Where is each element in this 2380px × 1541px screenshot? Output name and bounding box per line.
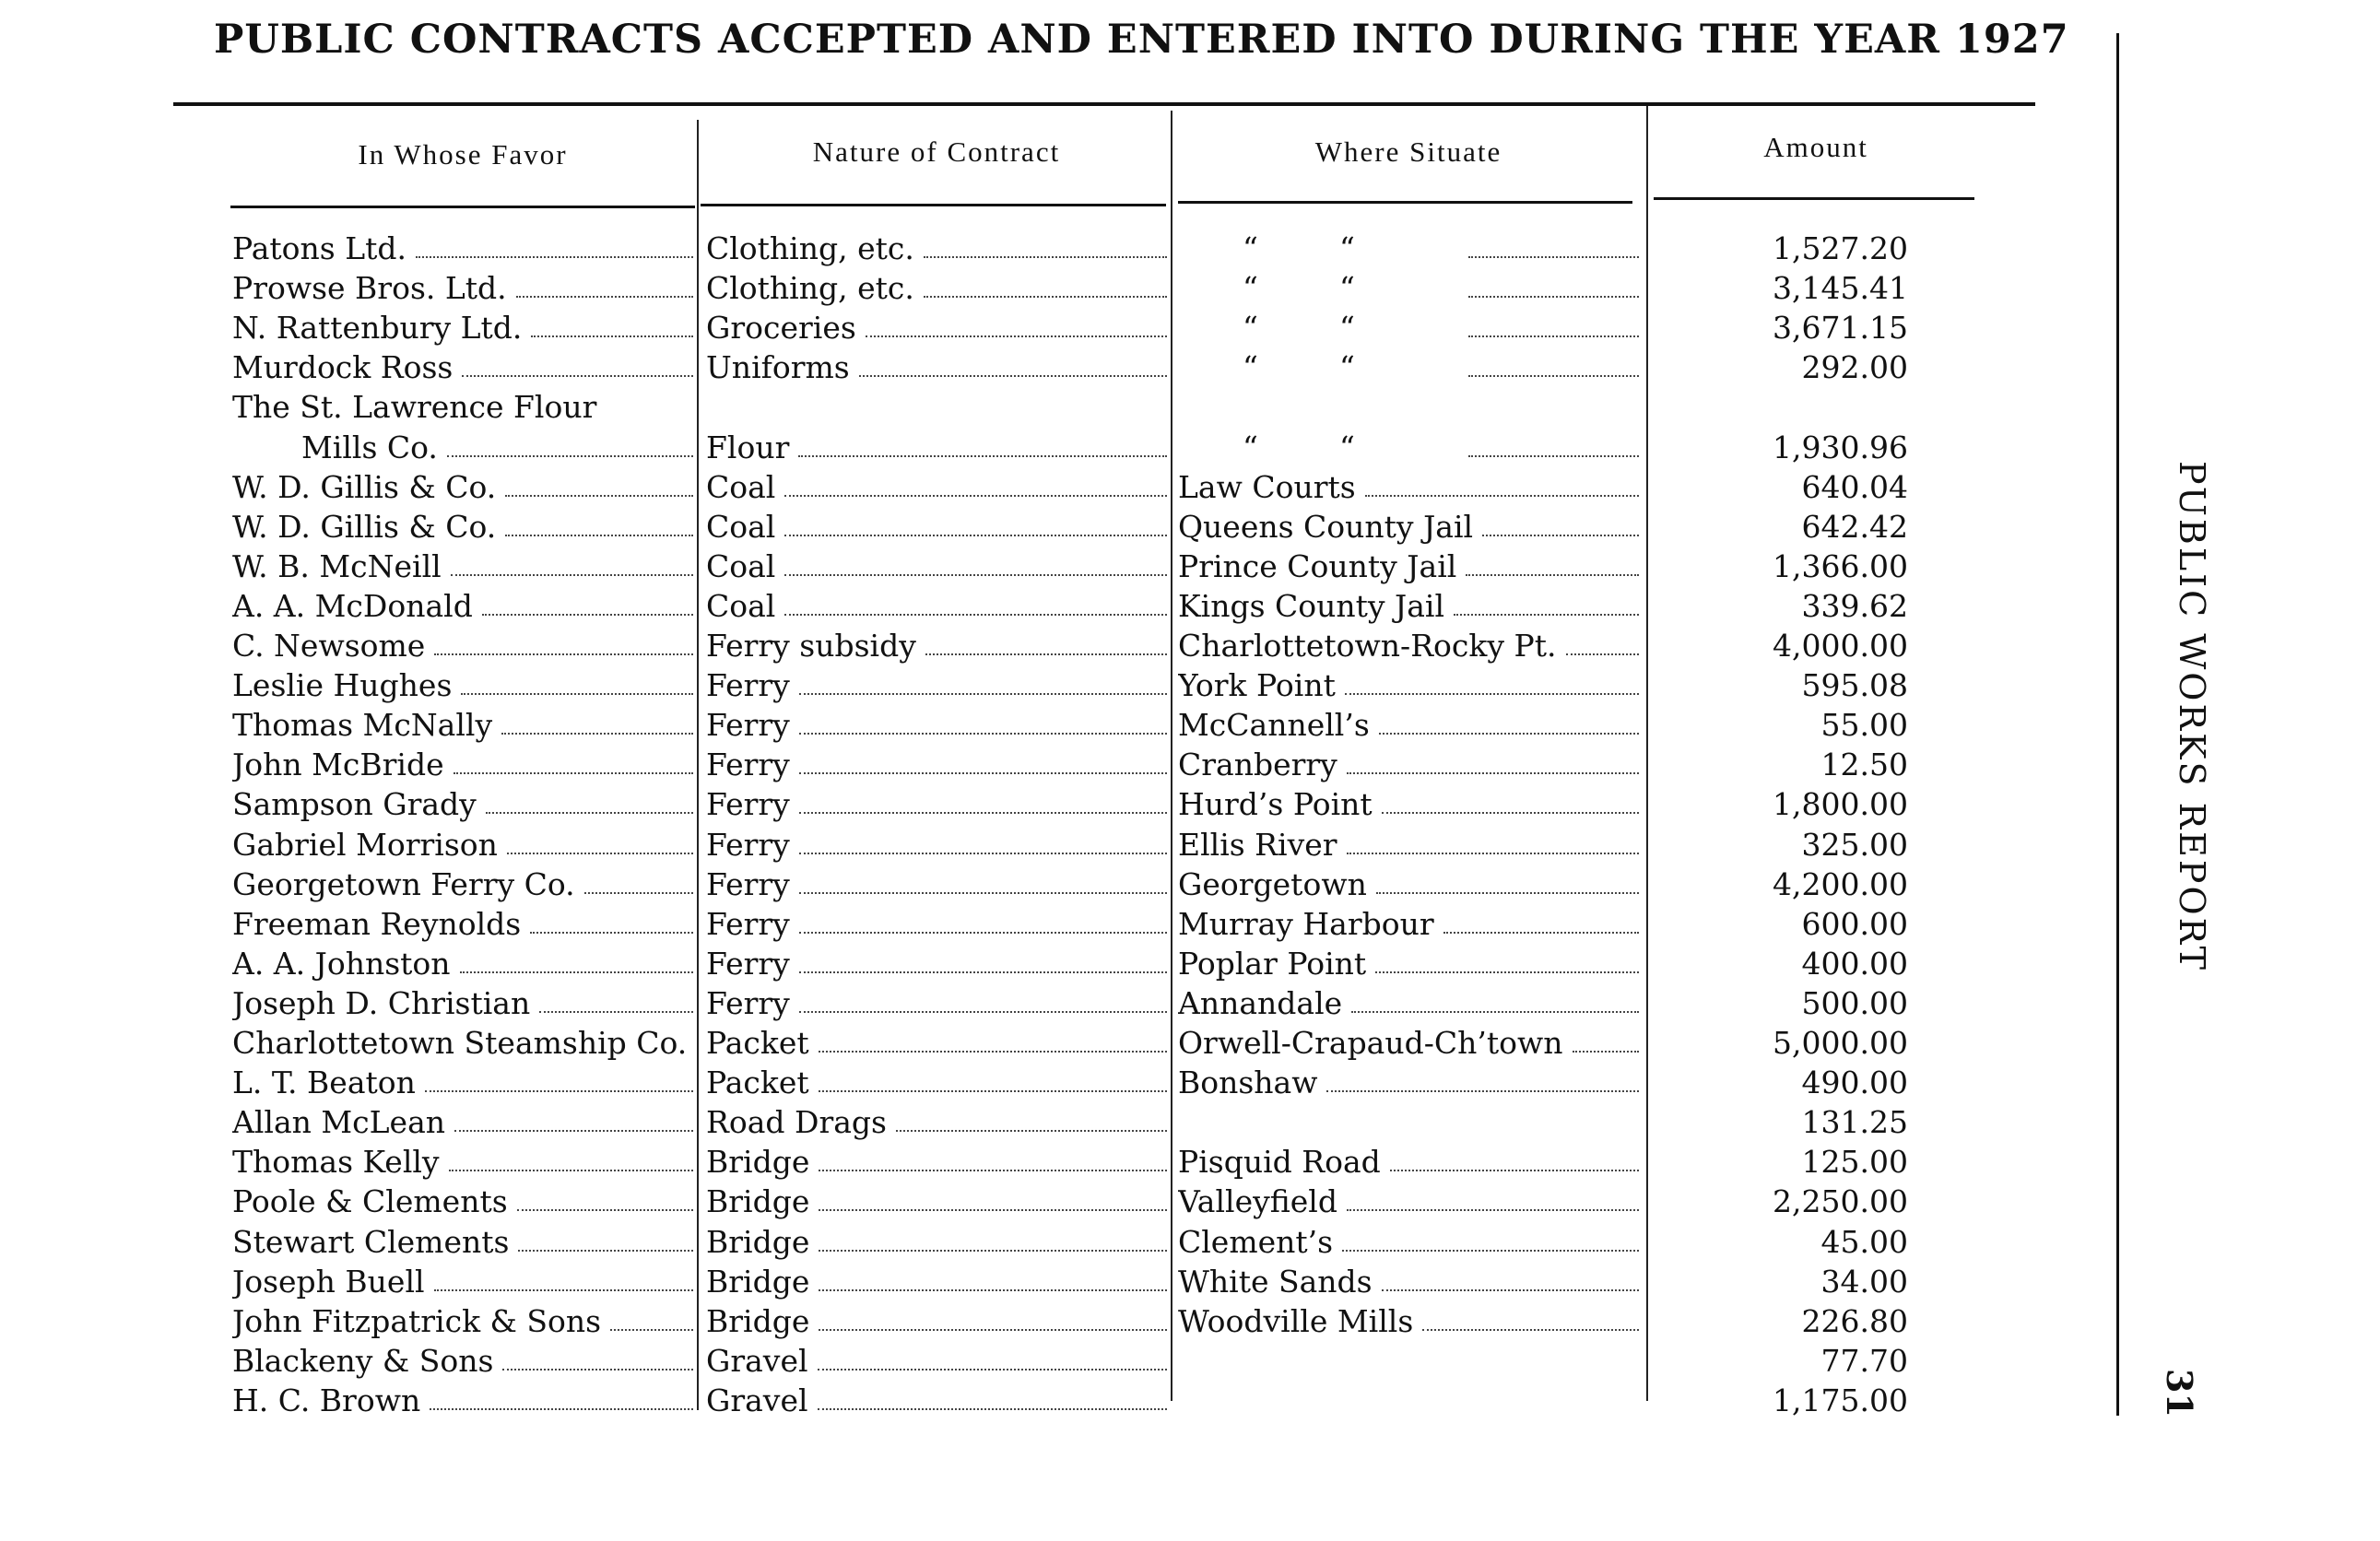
cell-nature: Ferry — [706, 665, 1167, 705]
cell-favor: N. Rattenbury Ltd. — [232, 308, 693, 347]
cell-favor: Stewart Clements — [232, 1222, 693, 1262]
cell-where: Bonshaw — [1178, 1063, 1639, 1102]
cell-where: Pisquid Road — [1178, 1142, 1639, 1182]
cell-where: Orwell-Crapaud-Ch’town — [1178, 1023, 1639, 1063]
cell-nature: Coal — [706, 467, 1167, 507]
cell-amount: 2,250.00 — [1773, 1183, 1908, 1220]
cell-amount: 12.50 — [1820, 747, 1908, 783]
cell-nature: Bridge — [706, 1142, 1167, 1182]
cell-amount: 339.62 — [1801, 587, 1908, 624]
cell-nature: Clothing, etc. — [706, 229, 1167, 268]
cell-nature: Clothing, etc. — [706, 268, 1167, 308]
table-row — [0, 1102, 2380, 1142]
table-row — [0, 308, 2380, 347]
table-row — [0, 983, 2380, 1023]
table-row — [0, 944, 2380, 983]
cell-favor: Prowse Bros. Ltd. — [232, 268, 693, 308]
cell-favor: A. A. McDonald — [232, 586, 693, 626]
cell-favor: Freeman Reynolds — [232, 904, 693, 944]
cell-amount: 34.00 — [1820, 1263, 1908, 1300]
table-row — [0, 1301, 2380, 1341]
cell-favor: Leslie Hughes — [232, 665, 693, 705]
table-row — [0, 1341, 2380, 1381]
cell-where: York Point — [1178, 665, 1639, 705]
cell-where: Annandale — [1178, 983, 1639, 1023]
cell-nature: Gravel — [706, 1341, 1167, 1381]
table-row — [0, 825, 2380, 865]
cell-amount: 1,527.20 — [1773, 230, 1908, 266]
cell-where: Woodville Mills — [1178, 1301, 1639, 1341]
cell-amount: 1,175.00 — [1773, 1382, 1908, 1418]
cell-favor: Thomas Kelly — [232, 1142, 693, 1182]
cell-favor: Patons Ltd. — [232, 229, 693, 268]
table-row — [0, 745, 2380, 784]
table-row — [0, 1222, 2380, 1262]
table-row — [0, 665, 2380, 705]
cell-where-ditto: “ “ — [1178, 229, 1639, 268]
cell-nature: Coal — [706, 547, 1167, 586]
cell-favor: Joseph D. Christian — [232, 983, 693, 1023]
cell-amount: 226.80 — [1801, 1302, 1908, 1339]
header-nature: Nature of Contract — [812, 135, 1061, 168]
cell-favor: W. D. Gillis & Co. — [232, 507, 693, 547]
cell-amount: 642.42 — [1801, 508, 1908, 545]
cell-nature: Road Drags — [706, 1102, 1167, 1142]
cell-nature: Groceries — [706, 308, 1167, 347]
cell-where: Hurd’s Point — [1178, 784, 1639, 824]
table-row — [0, 1142, 2380, 1182]
cell-favor: Georgetown Ferry Co. — [232, 865, 693, 904]
cell-favor: Allan McLean — [232, 1102, 693, 1142]
cell-nature: Ferry — [706, 745, 1167, 784]
cell-where-ditto: “ “ — [1178, 268, 1639, 308]
cell-favor: Charlottetown Steamship Co. — [232, 1025, 688, 1061]
cell-nature: Ferry — [706, 705, 1167, 745]
cell-nature: Packet — [706, 1023, 1167, 1063]
page-number: 31 — [2159, 1369, 2200, 1417]
cell-where-ditto: “ “ — [1178, 308, 1639, 347]
cell-amount: 595.08 — [1801, 667, 1908, 704]
cell-nature: Bridge — [706, 1222, 1167, 1262]
cell-amount: 55.00 — [1820, 707, 1908, 744]
cell-nature: Bridge — [706, 1301, 1167, 1341]
cell-amount: 125.00 — [1801, 1144, 1908, 1181]
cell-nature: Coal — [706, 507, 1167, 547]
cell-amount: 77.70 — [1820, 1342, 1908, 1379]
header-amount: Amount — [1763, 131, 1868, 163]
cell-nature: Ferry — [706, 784, 1167, 824]
cell-nature: Flour — [706, 428, 1167, 467]
cell-where: Prince County Jail — [1178, 547, 1639, 586]
cell-amount: 131.25 — [1801, 1104, 1908, 1141]
table-row — [0, 467, 2380, 507]
cell-where-ditto: “ “ — [1178, 347, 1639, 387]
cell-amount: 3,671.15 — [1773, 310, 1908, 347]
table-row — [0, 1381, 2380, 1420]
cell-nature: Bridge — [706, 1182, 1167, 1221]
cell-favor: Blackeny & Sons — [232, 1341, 693, 1381]
cell-amount: 500.00 — [1801, 984, 1908, 1021]
cell-where: White Sands — [1178, 1262, 1639, 1301]
cell-favor: C. Newsome — [232, 626, 693, 665]
cell-where: Clement’s — [1178, 1222, 1639, 1262]
title-rule — [173, 102, 2035, 106]
table-row — [0, 705, 2380, 745]
cell-favor: A. A. Johnston — [232, 944, 693, 983]
cell-where: McCannell’s — [1178, 705, 1639, 745]
cell-nature: Bridge — [706, 1262, 1167, 1301]
table-row — [0, 1182, 2380, 1221]
cell-amount: 490.00 — [1801, 1065, 1908, 1101]
cell-favor: Mills Co. — [232, 428, 693, 467]
cell-where: Law Courts — [1178, 467, 1639, 507]
table-row — [0, 268, 2380, 308]
cell-nature: Ferry subsidy — [706, 626, 1167, 665]
header-rule-where — [1178, 201, 1632, 204]
cell-favor: The St. Lawrence Flour — [232, 389, 597, 426]
cell-amount: 640.04 — [1801, 468, 1908, 505]
cell-where: Murray Harbour — [1178, 904, 1639, 944]
table-row — [0, 626, 2380, 665]
cell-favor: L. T. Beaton — [232, 1063, 693, 1102]
margin-rule — [2116, 33, 2119, 1416]
table-row — [0, 1023, 2380, 1063]
cell-amount: 325.00 — [1801, 826, 1908, 863]
cell-nature: Coal — [706, 586, 1167, 626]
cell-amount: 4,200.00 — [1773, 865, 1908, 902]
cell-amount: 1,930.96 — [1773, 429, 1908, 465]
cell-nature: Ferry — [706, 904, 1167, 944]
cell-where: Poplar Point — [1178, 944, 1639, 983]
cell-amount: 600.00 — [1801, 905, 1908, 942]
table-row — [0, 347, 2380, 387]
table-row — [0, 547, 2380, 586]
cell-favor: Thomas McNally — [232, 705, 693, 745]
table-row — [0, 865, 2380, 904]
table-row — [0, 1262, 2380, 1301]
cell-amount: 4,000.00 — [1773, 628, 1908, 664]
cell-favor: Poole & Clements — [232, 1182, 693, 1221]
cell-favor: W. D. Gillis & Co. — [232, 467, 693, 507]
cell-nature: Ferry — [706, 865, 1167, 904]
cell-where: Cranberry — [1178, 745, 1639, 784]
cell-favor: Murdock Ross — [232, 347, 693, 387]
cell-nature: Uniforms — [706, 347, 1167, 387]
header-where: Where Situate — [1314, 135, 1502, 168]
cell-nature: Gravel — [706, 1381, 1167, 1420]
header-favor: In Whose Favor — [358, 138, 568, 171]
cell-amount: 3,145.41 — [1773, 270, 1908, 307]
table-row — [0, 1063, 2380, 1102]
cell-nature: Ferry — [706, 983, 1167, 1023]
side-title: PUBLIC WORKS REPORT — [2172, 461, 2212, 972]
cell-amount: 5,000.00 — [1773, 1025, 1908, 1061]
cell-amount: 1,800.00 — [1773, 786, 1908, 823]
header-rule-nature — [701, 204, 1166, 206]
table-row — [0, 586, 2380, 626]
cell-where: Valleyfield — [1178, 1182, 1639, 1221]
cell-amount: 400.00 — [1801, 945, 1908, 982]
table-row — [0, 387, 2380, 427]
cell-where: Ellis River — [1178, 825, 1639, 865]
page-title: PUBLIC CONTRACTS ACCEPTED AND ENTERED INTO DURING THE YEAR 1927 — [214, 17, 2069, 63]
cell-favor: Joseph Buell — [232, 1262, 693, 1301]
cell-favor: Gabriel Morrison — [232, 825, 693, 865]
table-row — [0, 784, 2380, 824]
cell-favor: H. C. Brown — [232, 1381, 693, 1420]
table-row — [0, 428, 2380, 467]
cell-where: Georgetown — [1178, 865, 1639, 904]
table-row — [0, 229, 2380, 268]
cell-amount: 292.00 — [1801, 349, 1908, 386]
cell-favor: W. B. McNeill — [232, 547, 693, 586]
cell-favor: John Fitzpatrick & Sons — [232, 1301, 693, 1341]
cell-amount: 1,366.00 — [1773, 547, 1908, 584]
table-row — [0, 904, 2380, 944]
table-row — [0, 507, 2380, 547]
cell-where: Charlottetown-Rocky Pt. — [1178, 626, 1639, 665]
header-rule-amount — [1654, 197, 1974, 200]
cell-nature: Ferry — [706, 944, 1167, 983]
cell-favor: John McBride — [232, 745, 693, 784]
cell-where: Queens County Jail — [1178, 507, 1639, 547]
header-rule-favor — [230, 206, 695, 208]
cell-nature: Ferry — [706, 825, 1167, 865]
cell-where-ditto: “ “ — [1178, 428, 1639, 467]
cell-nature: Packet — [706, 1063, 1167, 1102]
cell-where: Kings County Jail — [1178, 586, 1639, 626]
cell-amount: 45.00 — [1820, 1223, 1908, 1260]
cell-favor: Sampson Grady — [232, 784, 693, 824]
